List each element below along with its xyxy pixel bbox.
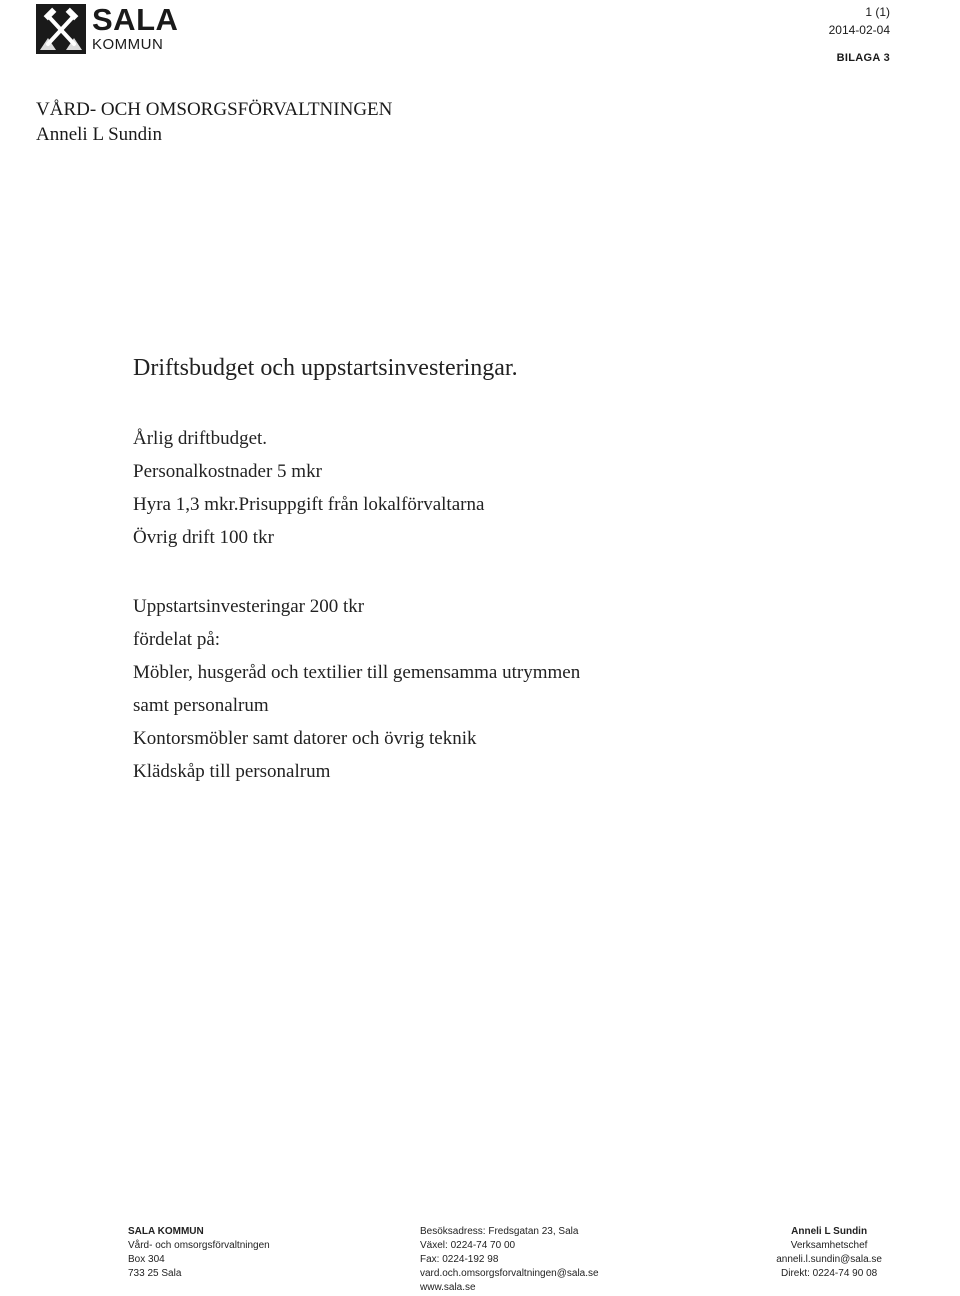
footer-contact-line: Besöksadress: Fredsgatan 23, Sala [420, 1226, 579, 1237]
crossed-hammers-icon [36, 4, 86, 54]
sender-block [36, 97, 392, 147]
footer-contact-line: Växel: 0224-74 70 00 [420, 1240, 516, 1251]
footer-website: www.sala.se [420, 1282, 476, 1293]
footer-org-line: Vård- och omsorgsförvaltningen [128, 1240, 270, 1251]
footer-contact [420, 1225, 599, 1295]
investment-line: fördelat på: [133, 629, 221, 650]
sender-department: VÅRD- OCH OMSORGSFÖRVALTNINGEN [36, 99, 393, 120]
sender-name: Anneli L Sundin [36, 124, 162, 145]
budget-line: Personalkostnader 5 mkr [133, 461, 322, 482]
footer-org-name: SALA KOMMUN [128, 1226, 204, 1237]
sala-kommun-logo [36, 4, 178, 54]
investment-line: Klädskåp till personalrum [133, 761, 331, 782]
footer-signatory-title: Verksamhetschef [790, 1240, 868, 1251]
footer-org-line: 733 25 Sala [128, 1268, 182, 1279]
investment-line: samt personalrum [133, 695, 269, 716]
budget-line: Hyra 1,3 mkr.Prisuppgift från lokalförvaltarna [133, 494, 485, 515]
logo-name: SALA [92, 2, 179, 37]
investment-line: Möbler, husgeråd och textilier till gemensamma utrymmen [133, 662, 581, 683]
document-body [133, 355, 580, 788]
footer-organization [128, 1225, 270, 1281]
page-number: 1 (1) [865, 5, 890, 19]
budget-line: Årlig driftbudget. [133, 428, 268, 449]
budget-line: Övrig drift 100 tkr [133, 527, 274, 548]
document-meta [829, 4, 890, 64]
page-title: Driftsbudget och uppstartsinvesteringar. [133, 355, 518, 381]
footer-signatory [776, 1225, 882, 1281]
footer-signatory-name: Anneli L Sundin [791, 1226, 868, 1237]
logo-subtitle: KOMMUN [92, 36, 164, 53]
footer-signatory-phone: Direkt: 0224-74 90 08 [781, 1268, 878, 1279]
footer-contact-line: Fax: 0224-192 98 [420, 1254, 499, 1265]
document-date: 2014-02-04 [828, 23, 890, 37]
footer-signatory-email: anneli.l.sundin@sala.se [776, 1254, 882, 1265]
footer-email: vard.och.omsorgsforvaltningen@sala.se [420, 1268, 599, 1279]
investment-line: Kontorsmöbler samt datorer och övrig teknik [133, 728, 477, 749]
investment-line: Uppstartsinvesteringar 200 tkr [133, 596, 365, 617]
budget-section [133, 422, 580, 554]
footer-org-line: Box 304 [128, 1254, 165, 1265]
investment-section [133, 590, 580, 788]
attachment-label: BILAGA 3 [836, 52, 890, 64]
